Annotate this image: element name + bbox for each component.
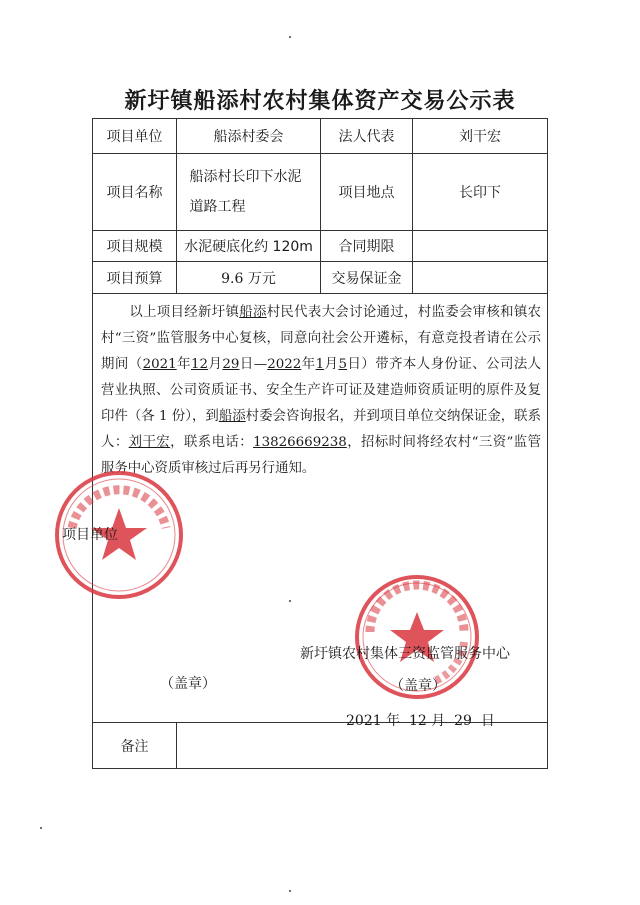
project-scale-label: 项目规模	[93, 231, 177, 262]
notice-cell	[62, 294, 548, 729]
table-row	[93, 154, 548, 231]
start-year: 2021	[142, 357, 177, 372]
scan-speck	[289, 36, 291, 38]
project-location-value: 长印下	[413, 154, 548, 231]
project-unit-seal-label: （盖章）	[160, 676, 216, 692]
project-unit-label: 项目单位	[93, 119, 177, 154]
document-title: 新圩镇船添村农村集体资产交易公示表	[124, 89, 516, 114]
table-row	[93, 231, 548, 262]
project-name-value: 船添村长印下水泥道路工程	[189, 169, 302, 215]
project-name-cell	[177, 154, 321, 231]
center-sign-label: 新圩镇农村集体三资监管服务中心	[300, 646, 510, 662]
village-name-2: 船添	[218, 409, 246, 424]
village-name: 船添	[239, 305, 267, 320]
start-month: 12	[191, 357, 209, 372]
center-seal-label: （盖章）	[390, 678, 446, 694]
scan-speck	[289, 600, 291, 602]
contract-period-value	[413, 231, 548, 262]
start-day: 29	[222, 357, 240, 372]
project-budget-value: 9.6 万元	[177, 262, 321, 294]
legal-rep-value: 刘干宏	[413, 119, 548, 154]
announcement-table	[62, 118, 548, 769]
table-row	[93, 294, 548, 723]
deposit-label: 交易保证金	[321, 262, 413, 294]
project-unit-sign-label: 项目单位	[62, 527, 118, 543]
remark-label: 备注	[93, 723, 177, 769]
project-scale-value: 水泥硬底化约 120m	[177, 231, 321, 262]
table-row	[93, 119, 548, 154]
end-day: 5	[338, 357, 348, 372]
contract-period-label: 合同期限	[321, 231, 413, 262]
scan-speck	[40, 827, 42, 829]
contact-person: 刘干宏	[128, 435, 171, 450]
end-month: 1	[315, 357, 325, 372]
project-name-label: 项目名称	[93, 154, 177, 231]
table-row	[93, 262, 548, 294]
project-unit-value: 船添村委会	[177, 119, 321, 154]
deposit-value	[413, 262, 548, 294]
notice-text: 以上项目经新圩镇船添村民代表大会讨论通过，村监委会审核和镇农村“三资”监管服务中心复核，同意向社会公开遴标，有意竞投者请在公示期间（2021年12月29日—2022年1月5日）带齐本人身份证、公司法人营业执照、公司资质证书、安全生产许可证及建造师资质证明的原件及复印件（各 1 份），到船添村委会咨询报名，并到项目单位交纳保证金，联系人：刘干宏，联系电话：13826669238，招标时间将经农村“三资”监管服务中心资质审核过后再另行通知。	[101, 305, 542, 476]
scan-speck	[289, 890, 291, 892]
legal-rep-label: 法人代表	[321, 119, 413, 154]
project-budget-label: 项目预算	[93, 262, 177, 294]
project-location-label: 项目地点	[321, 154, 413, 231]
contact-phone: 13826669238	[253, 435, 347, 450]
sign-date: 2021 年 12 月 29 日	[346, 713, 495, 729]
end-year: 2022	[267, 357, 302, 372]
